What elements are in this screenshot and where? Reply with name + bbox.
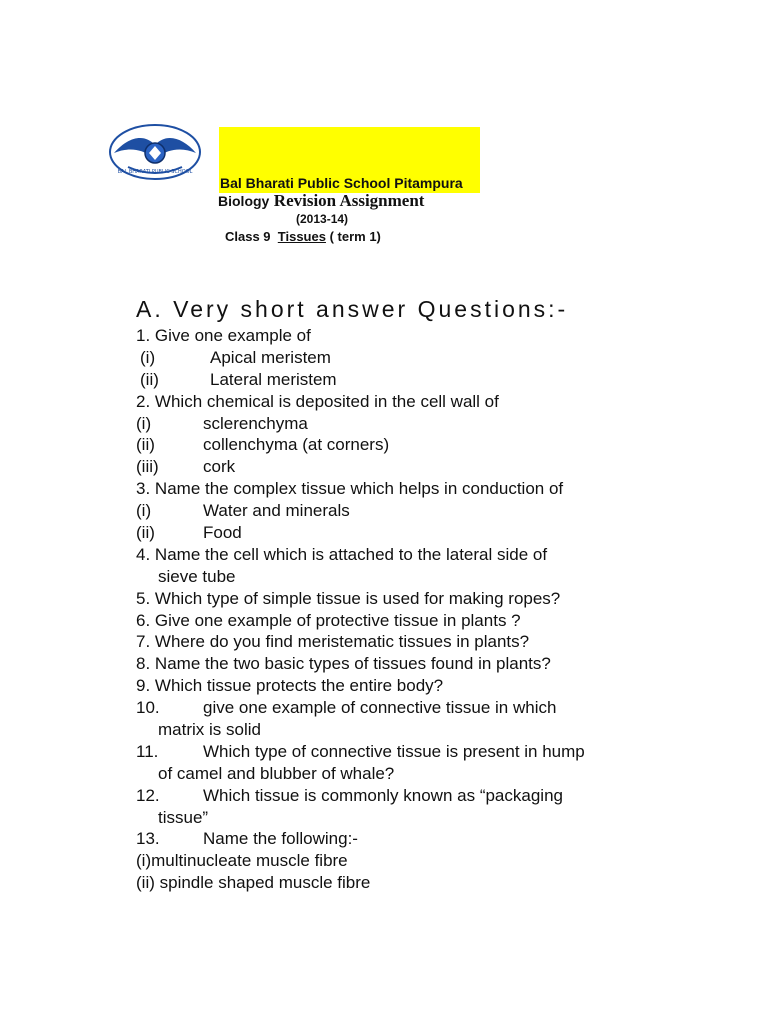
question-text: Food	[203, 523, 242, 543]
question-text: sieve tube	[158, 566, 236, 586]
class-line	[225, 229, 381, 244]
question-list	[136, 325, 696, 894]
question-line	[136, 719, 696, 741]
term-label: ( term 1)	[329, 229, 381, 244]
assignment-title: Revision Assignment	[273, 191, 425, 210]
question-line	[136, 828, 696, 850]
question-text: Which tissue protects the entire body?	[154, 676, 444, 696]
question-line	[136, 653, 696, 675]
subject-label: Biology	[218, 193, 270, 209]
question-number: (i)	[140, 347, 156, 367]
question-line	[136, 325, 696, 347]
question-line	[136, 807, 696, 829]
question-text: Which type of connective tissue is present in hump	[203, 741, 585, 761]
question-text: Which tissue is commonly known as “packaging	[203, 785, 563, 805]
question-number: 7.	[136, 632, 151, 652]
question-text: Which chemical is deposited in the cell wall of	[154, 391, 499, 411]
question-line	[136, 434, 696, 456]
question-number: (iii)	[136, 457, 159, 477]
question-line	[136, 763, 696, 785]
question-number: 1.	[136, 326, 151, 345]
question-number: 9.	[136, 676, 151, 696]
question-line	[136, 785, 696, 807]
question-text: Give one example of protective tissue in plants ?	[154, 610, 521, 630]
question-number: 6.	[136, 610, 151, 630]
question-text: collenchyma (at corners)	[203, 435, 390, 455]
question-text: Name the complex tissue which helps in conduction of	[154, 479, 564, 499]
question-line	[136, 850, 696, 872]
question-text: cork	[203, 457, 236, 477]
question-text: Name the two basic types of tissues found in plants?	[154, 654, 551, 674]
question-line	[136, 391, 696, 413]
question-line	[136, 347, 696, 369]
question-number: 8.	[136, 654, 151, 674]
question-line	[136, 478, 696, 500]
class-label: Class 9	[225, 229, 271, 244]
question-number: 3.	[136, 479, 151, 499]
question-number: (ii)	[136, 435, 155, 455]
question-number: (i)	[136, 413, 152, 433]
svg-text:BAL BHARATI PUBLIC SCHOOL: BAL BHARATI PUBLIC SCHOOL	[117, 169, 193, 175]
question-number: (ii)	[136, 873, 155, 893]
question-number: (ii)	[136, 523, 155, 543]
question-line	[136, 610, 696, 632]
school-name: Bal Bharati Public School Pitampura	[220, 175, 463, 191]
question-number: 11.	[136, 741, 159, 761]
question-text: Which type of simple tissue is used for making ropes?	[154, 588, 561, 608]
question-text: of camel and blubber of whale?	[158, 763, 395, 783]
question-line	[136, 456, 696, 478]
question-line	[136, 500, 696, 522]
question-text: sclerenchyma	[203, 413, 308, 433]
question-text: Apical meristem	[210, 347, 331, 367]
question-number: 13.	[136, 829, 160, 849]
question-line	[136, 544, 696, 566]
academic-year: (2013-14)	[296, 212, 349, 226]
question-text: Where do you find meristematic tissues in plants?	[154, 632, 530, 652]
question-line	[136, 675, 696, 697]
question-number: 4.	[136, 544, 151, 564]
question-number: 12.	[136, 785, 160, 805]
question-number: 10.	[136, 698, 160, 718]
question-text: multinucleate muscle fibre	[151, 851, 348, 871]
question-text: Name the following:-	[203, 829, 358, 849]
question-number: 2.	[136, 391, 151, 411]
question-line	[136, 369, 696, 391]
question-text: Lateral meristem	[210, 369, 337, 389]
question-line	[136, 588, 696, 610]
question-line	[136, 741, 696, 763]
question-number: (i)	[136, 851, 152, 871]
question-number: 5.	[136, 588, 151, 608]
school-logo	[108, 123, 202, 181]
subject-line	[218, 191, 424, 211]
topic-label: Tissues	[277, 229, 326, 244]
question-text: spindle shaped muscle fibre	[159, 873, 371, 893]
question-line	[136, 522, 696, 544]
question-line	[136, 413, 696, 435]
question-text: Give one example of	[154, 326, 311, 345]
question-line	[136, 631, 696, 653]
question-text: give one example of connective tissue in which	[203, 698, 557, 718]
question-line	[136, 872, 696, 894]
question-number: (i)	[136, 501, 152, 521]
section-heading: A. Very short answer Questions:-	[136, 296, 569, 322]
question-text: matrix is solid	[158, 720, 261, 740]
question-line	[136, 697, 696, 719]
question-text: tissue”	[158, 807, 209, 827]
question-text: Name the cell which is attached to the lateral side of	[154, 544, 548, 564]
question-number: (ii)	[140, 369, 159, 389]
question-text: Water and minerals	[203, 501, 350, 521]
question-line	[136, 566, 696, 588]
